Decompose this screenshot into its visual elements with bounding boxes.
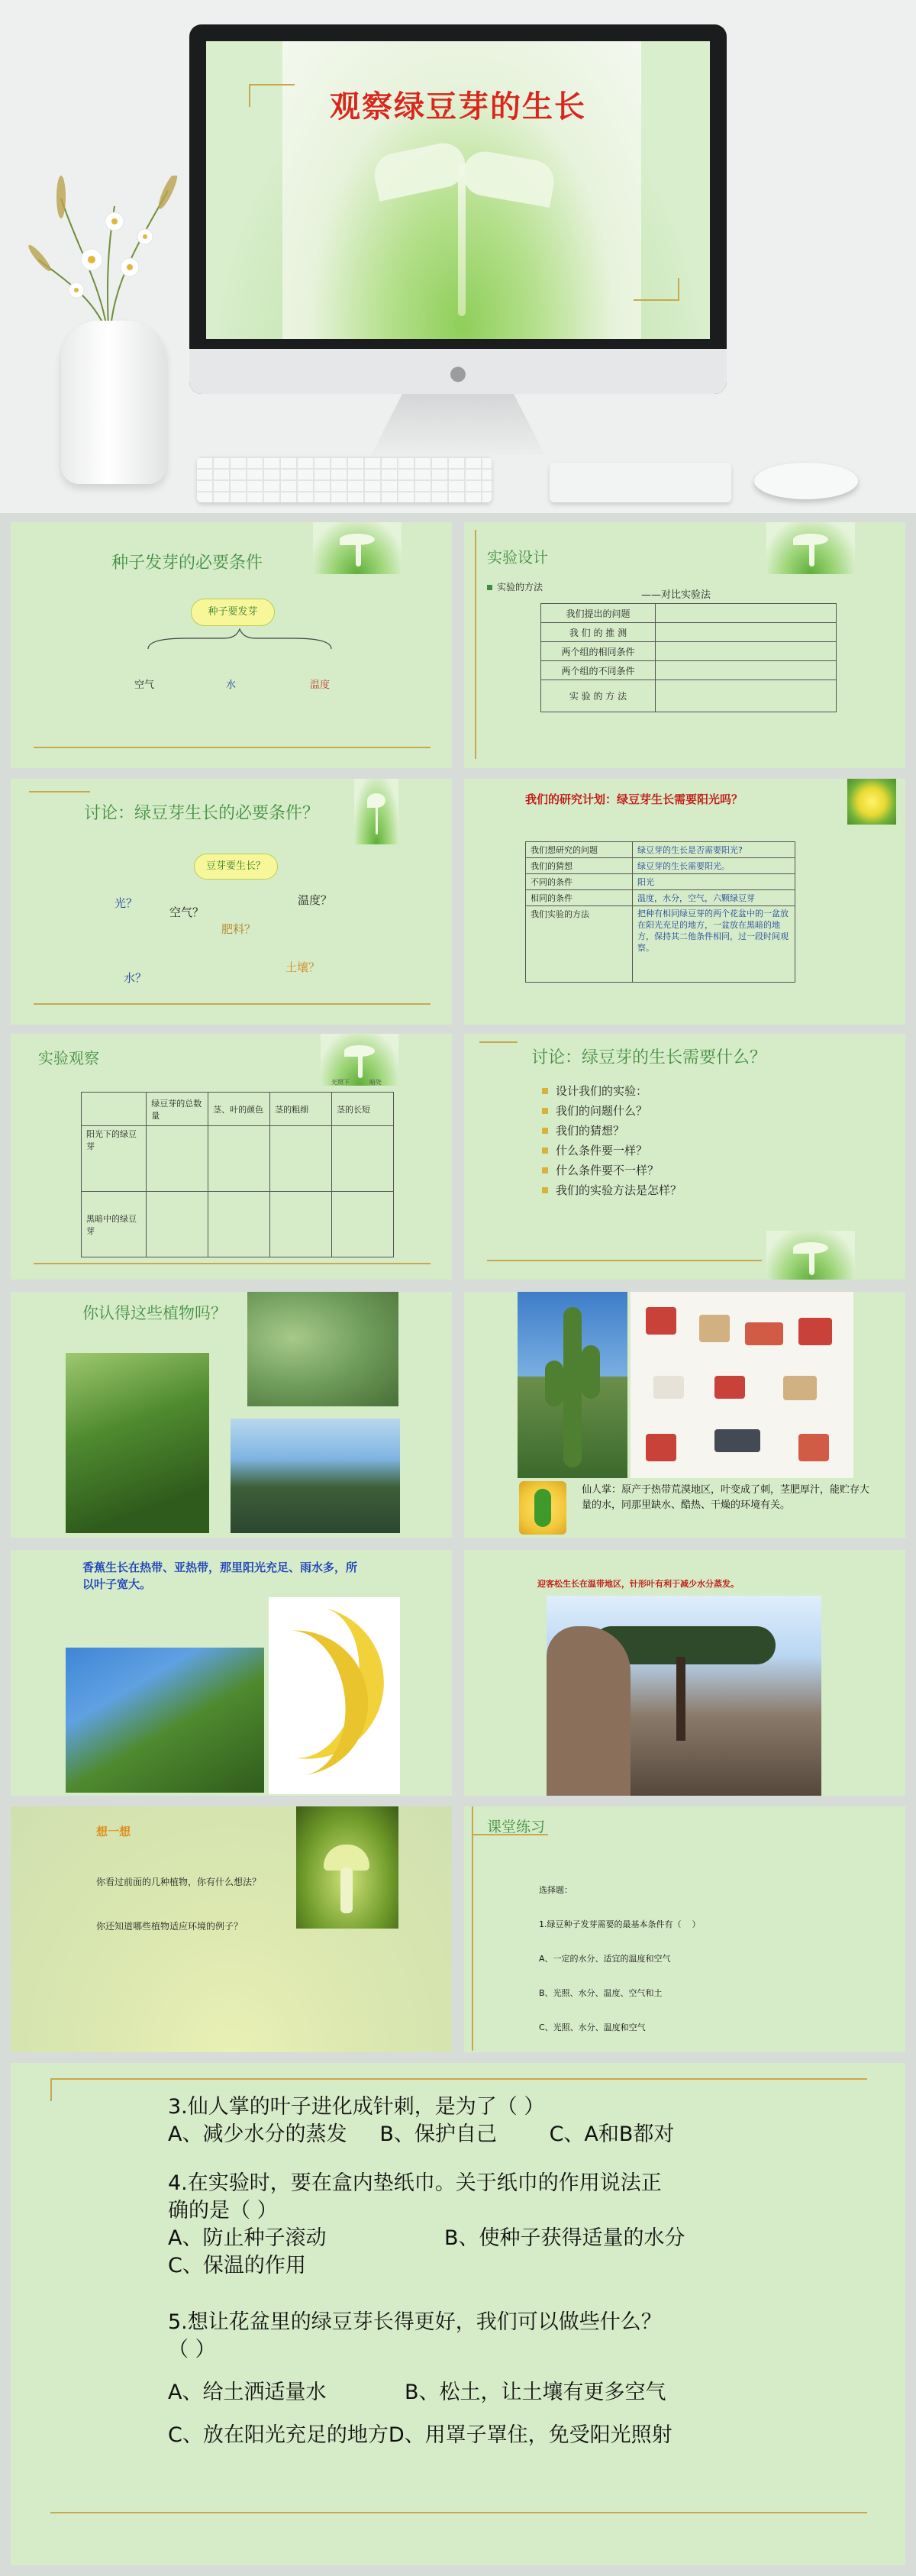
table-cell[interactable] — [208, 1126, 270, 1192]
slide-cactus — [464, 1292, 905, 1538]
bottom-rule — [34, 1003, 431, 1005]
banana-caption: 香蕉生长在热带、亚热带，那里阳光充足、雨水多，所以叶子宽大。 — [82, 1561, 358, 1591]
table-cell: 绿豆芽的生长是否需要阳光? — [633, 842, 795, 858]
sprout-thumbnail — [354, 779, 398, 844]
table-header: 茎的粗细 — [270, 1093, 332, 1126]
pot — [798, 1318, 832, 1345]
cactus-tall-photo — [518, 1292, 627, 1478]
table-cell: 不同的条件 — [526, 874, 633, 890]
monitor-screen — [206, 41, 710, 339]
pine-tree-photo — [231, 1419, 400, 1533]
bottom-rule — [34, 1263, 431, 1264]
slide-banana — [11, 1550, 452, 1796]
apple-logo-icon: ● — [449, 362, 467, 385]
slide-title: 你认得这些植物吗？ — [82, 1304, 227, 1322]
condition-air: 空气 — [134, 680, 155, 691]
table-row — [526, 874, 795, 890]
potted-cacti-photo — [631, 1292, 853, 1478]
word-water: 水？ — [124, 971, 147, 985]
cactus-cartoon-body — [534, 1489, 551, 1527]
slide-think — [11, 1806, 452, 2052]
top-left-tick — [50, 2078, 52, 2101]
table-cell: 两个组的不同条件 — [541, 661, 656, 680]
table-row — [541, 642, 837, 661]
trackpad — [550, 463, 731, 502]
pot — [745, 1322, 783, 1345]
pot — [783, 1376, 817, 1400]
method-label — [487, 580, 543, 593]
table-cell[interactable] — [147, 1126, 208, 1192]
table-cell: 把种有相同绿豆芽的两个花盆中的一盆放在阳光充足的地方，一盆放在黑暗的地方，保持其二他条件相同，过一段时间观察。 — [633, 906, 795, 983]
slide-recognize-plants — [11, 1292, 452, 1538]
monitor — [189, 24, 727, 394]
method-label-text: 实验的方法 — [497, 582, 543, 592]
brace-connector — [140, 626, 339, 657]
table-cell[interactable] — [332, 1192, 394, 1257]
sprout-leaf-right — [460, 148, 557, 208]
question-4-option-b: B、使种子获得适量的水分 — [444, 2226, 685, 2250]
exercise-line: A、一定的水分、适宜的温度和空气 — [539, 1954, 671, 1964]
list-item: 我们的问题什么？ — [540, 1101, 682, 1121]
word-fertilizer: 肥料？ — [221, 922, 256, 936]
slide-title: 实验观察 — [38, 1049, 99, 1067]
top-rule — [50, 2078, 867, 2080]
exercise-line: 1.绿豆种子发芽需要的最基本条件有（ ） — [539, 1919, 701, 1929]
table-cell: 相同的条件 — [526, 890, 633, 906]
question-4-option-a: A、防止种子滚动 — [168, 2226, 327, 2250]
slide-title: 讨论：绿豆芽的生长需要什么？ — [531, 1048, 767, 1067]
left-rule — [472, 1806, 473, 2051]
left-rule — [475, 530, 476, 759]
slide-title: 我们的研究计划：绿豆芽生长需要阳光吗？ — [525, 792, 743, 806]
top-rule — [479, 1041, 518, 1043]
slide-experiment-observation — [11, 1034, 452, 1280]
exercise-line: B、光照、水分、温度、空气和土 — [539, 1988, 663, 1998]
sprout-leaf-left — [370, 139, 469, 202]
sprout-thumbnail — [766, 522, 855, 574]
dandelion-icon — [847, 779, 896, 825]
question-4: 4.在实验时，要在盒内垫纸巾。关于纸巾的作用说法正 — [168, 2171, 662, 2195]
question-5-cont: （ ） — [168, 2338, 216, 2361]
pine-caption: 迎客松生长在温带地区，针形叶有利于减少水分蒸发。 — [537, 1579, 739, 1589]
slide-title: 种子发芽的必要条件 — [111, 554, 263, 573]
pine-trunk — [676, 1657, 685, 1741]
slide-experiment-design — [464, 522, 905, 768]
cactus-caption: 仙人掌：原产于热带荒漠地区，叶变成了刺，茎肥厚汁，能贮存大量的水，同那里缺水、酷热、干燥的环境有关。 — [582, 1484, 870, 1511]
pot — [653, 1376, 684, 1399]
mouse — [754, 463, 858, 499]
cactus-trunk — [563, 1307, 582, 1467]
pot — [714, 1376, 745, 1399]
exercise-line: C、光照、水分、温度和空气 — [539, 2022, 646, 2032]
mushroom-stem — [340, 1867, 353, 1913]
list-item: 什么条件要不一样？ — [540, 1160, 682, 1180]
method-note: ——对比实验法 — [641, 589, 711, 601]
table-cell: 我 们 的 推 测 — [541, 623, 656, 642]
table-cell[interactable] — [270, 1192, 332, 1257]
list-item: 设计我们的实验： — [540, 1081, 682, 1101]
table-cell: 我们提出的问题 — [541, 604, 656, 623]
monitor-chin — [189, 349, 727, 394]
table-cell[interactable] — [147, 1192, 208, 1257]
center-bubble: 种子要发芽 — [191, 599, 275, 626]
center-bubble: 豆芽要生长？ — [194, 854, 278, 880]
hero-title: 观察绿豆芽的生长 — [330, 89, 586, 124]
bottom-rule — [50, 2512, 867, 2513]
cactus-arm — [545, 1361, 563, 1406]
table-cell[interactable] — [270, 1126, 332, 1192]
table-row — [82, 1126, 394, 1192]
condition-temperature: 温度 — [310, 680, 331, 691]
word-air: 空气？ — [169, 905, 205, 919]
question-5: 5.想让花盆里的绿豆芽长得更好，我们可以做些什么？ — [168, 2310, 662, 2334]
rock — [547, 1626, 631, 1796]
think-line-2: 你还知道哪些植物适应环境的例子？ — [96, 1921, 244, 1932]
list-item: 我们的实验方法是怎样？ — [540, 1180, 682, 1200]
bullet-list — [540, 1081, 682, 1200]
bullet-icon — [487, 585, 492, 590]
design-table — [540, 603, 837, 712]
table-row — [541, 604, 837, 623]
table-row — [541, 661, 837, 680]
question-5-option-b: B、松土，让土壤有更多空气 — [405, 2381, 666, 2404]
table-row — [526, 890, 795, 906]
table-cell[interactable] — [656, 642, 837, 661]
top-rule — [29, 791, 90, 792]
table-row — [82, 1192, 394, 1257]
cactus-arm — [582, 1345, 600, 1399]
slide-discussion-conditions — [11, 779, 452, 1025]
flowers-decoration — [23, 176, 183, 328]
word-soil: 土壤？ — [285, 960, 321, 974]
table-cell[interactable] — [656, 680, 837, 712]
table-cell: 我们实验的方法 — [526, 906, 633, 983]
table-cell[interactable] — [656, 661, 837, 680]
question-5-option-a: A、给土洒适量水 — [168, 2381, 327, 2404]
slide-classroom-exercise — [464, 1806, 905, 2052]
table-row — [526, 842, 795, 858]
thumb-label-dark: 暗处 — [369, 1079, 382, 1086]
table-header: 茎、叶的颜色 — [208, 1093, 270, 1126]
question-3-options: A、减少水分的蒸发 B、保护自己 C、A和B都对 — [168, 2122, 675, 2146]
table-cell: 绿豆芽的生长需要阳光。 — [633, 858, 795, 874]
slide-research-plan — [464, 779, 905, 1025]
slide-title: 实验设计 — [487, 548, 548, 567]
exercise-line: 选择题： — [539, 1885, 572, 1895]
corner-ornament — [634, 278, 679, 301]
pot — [714, 1429, 760, 1452]
banana-fruit-photo — [269, 1597, 400, 1794]
table-cell: 阳光 — [633, 874, 795, 890]
slide-title: 想一想 — [96, 1825, 131, 1838]
list-item: 我们的猜想？ — [540, 1121, 682, 1141]
row-label: 阳光下的绿豆芽 — [82, 1126, 147, 1192]
pot — [646, 1307, 676, 1335]
pine-landscape-photo — [547, 1596, 821, 1796]
slide-questions — [11, 2063, 905, 2565]
list-item: 什么条件要一样？ — [540, 1141, 682, 1160]
table-row — [526, 858, 795, 874]
slide-title: 讨论：绿豆芽生长的必要条件？ — [84, 804, 320, 823]
question-4-cont: 确的是（ ） — [168, 2199, 278, 2223]
observation-table — [81, 1092, 394, 1257]
table-cell: 两个组的相同条件 — [541, 642, 656, 661]
sprout-thumbnail — [766, 1231, 855, 1280]
question-5-options-cd: C、放在阳光充足的地方D、用罩子罩住，免受阳光照射 — [168, 2423, 672, 2447]
slide-discussion-needs — [464, 1034, 905, 1280]
cactus-photo — [247, 1292, 398, 1406]
table-cell[interactable] — [332, 1126, 394, 1192]
cactus-cartoon-icon — [519, 1481, 566, 1535]
mushroom-photo — [296, 1806, 398, 1929]
thumb-label-light: 光照下 — [331, 1079, 350, 1086]
question-4-option-c: C、保温的作用 — [168, 2254, 306, 2277]
sprout-stem — [458, 163, 466, 316]
table-row — [82, 1093, 394, 1126]
banana-bunch-photo — [66, 1648, 264, 1793]
slide-germination-conditions — [11, 522, 452, 768]
pot — [699, 1315, 730, 1342]
pot — [798, 1434, 829, 1461]
banana-plant-photo — [66, 1353, 209, 1533]
table-cell[interactable] — [208, 1192, 270, 1257]
think-line-1: 你看过前面的几种植物，你有什么想法？ — [96, 1877, 262, 1887]
pot — [646, 1434, 676, 1461]
table-header: 绿豆芽的总数量 — [147, 1093, 208, 1126]
mushroom-cap — [324, 1845, 369, 1871]
word-temperature: 温度？ — [298, 893, 333, 907]
bottom-rule — [487, 1260, 762, 1261]
word-light: 光？ — [114, 896, 138, 910]
table-cell[interactable] — [656, 604, 837, 623]
slide-title: 课堂练习 — [487, 1819, 546, 1835]
monitor-stand — [371, 394, 545, 455]
plan-table — [525, 841, 795, 983]
sprout-thumbnail — [313, 522, 402, 574]
keyboard — [197, 457, 492, 502]
table-cell: 我们想研究的问题 — [526, 842, 633, 858]
table-row — [526, 906, 795, 983]
table-header — [82, 1093, 147, 1126]
row-label: 黑暗中的绿豆芽 — [82, 1192, 147, 1257]
table-header: 茎的长短 — [332, 1093, 394, 1126]
hero-banner — [0, 0, 916, 513]
bottom-rule — [34, 747, 431, 748]
question-3: 3.仙人掌的叶子进化成针刺，是为了（ ） — [168, 2095, 545, 2119]
slide-pine — [464, 1550, 905, 1796]
vase — [61, 321, 166, 484]
table-cell: 我们的猜想 — [526, 858, 633, 874]
table-cell[interactable] — [656, 623, 837, 642]
table-cell: 温度，水分，空气，六颗绿豆芽 — [633, 890, 795, 906]
condition-water: 水 — [226, 680, 237, 691]
exercise-text — [539, 1861, 740, 2052]
table-row — [541, 623, 837, 642]
table-cell: 实 验 的 方 法 — [541, 680, 656, 712]
table-row — [541, 680, 837, 712]
